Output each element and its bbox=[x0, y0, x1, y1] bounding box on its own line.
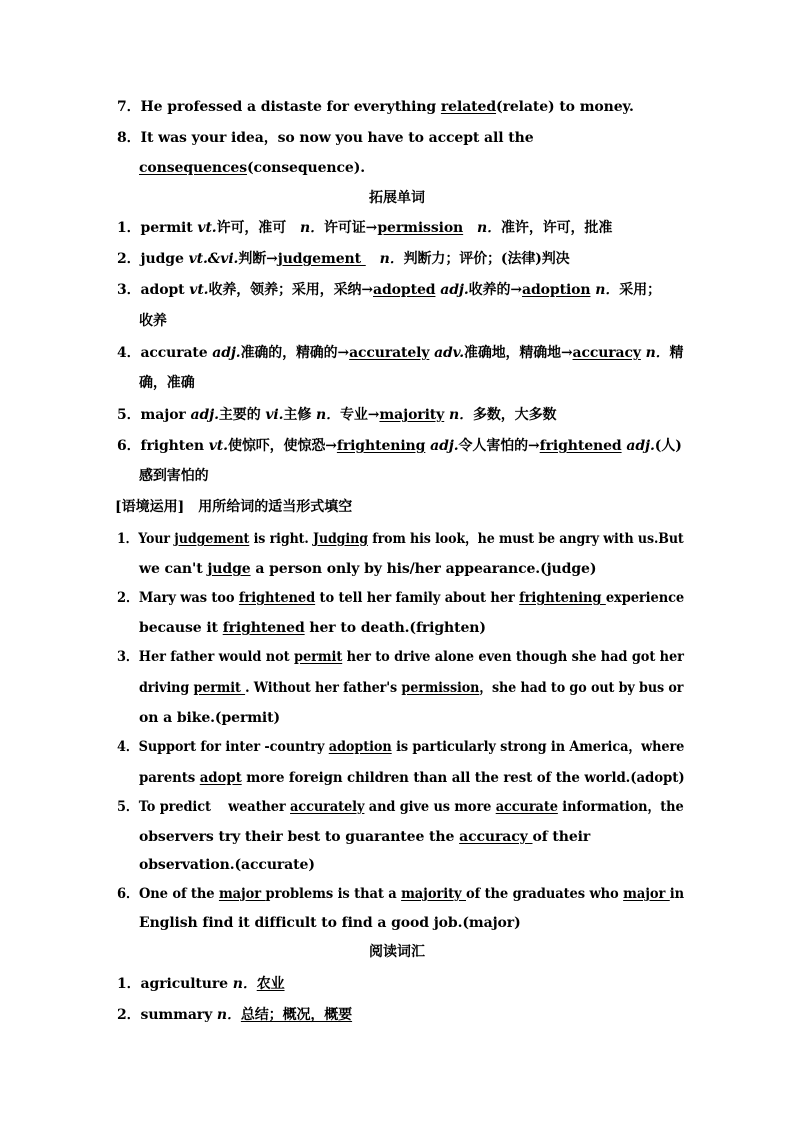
pos: adj. bbox=[430, 438, 459, 454]
answer: adoption bbox=[328, 739, 392, 755]
meaning: 许可，准可 bbox=[216, 220, 300, 236]
num: 4． bbox=[117, 345, 141, 361]
text: (consequence). bbox=[247, 160, 366, 176]
text: observation.(accurate) bbox=[139, 857, 315, 873]
text: we can't bbox=[139, 561, 208, 577]
num: 2． bbox=[117, 251, 141, 267]
text: from his look，he must be angry with us.But bbox=[367, 531, 684, 547]
text: more foreign children than all the rest of the world.(adopt) bbox=[241, 770, 685, 786]
answer: permission bbox=[377, 220, 464, 236]
context-item-3-cont2 bbox=[139, 708, 280, 728]
space bbox=[463, 220, 477, 236]
meaning: (人) bbox=[654, 438, 682, 454]
text: observers try their best to guarantee the bbox=[139, 829, 460, 845]
answer: adopted bbox=[373, 282, 436, 298]
pos: n． bbox=[645, 345, 670, 361]
pos: adj. bbox=[190, 407, 219, 423]
text: on a bike.(permit) bbox=[139, 710, 281, 726]
text: and give us more bbox=[364, 799, 496, 815]
item-8-cont bbox=[139, 158, 365, 178]
answer: majority bbox=[401, 886, 466, 902]
item-7 bbox=[117, 97, 634, 117]
answer: adoption bbox=[521, 282, 591, 298]
meaning: 准确地，精确地→ bbox=[464, 345, 573, 361]
context-item-5-cont bbox=[139, 827, 590, 847]
answer: accuracy bbox=[459, 829, 533, 845]
answer: adopt bbox=[199, 770, 242, 786]
context-item-2-cont bbox=[139, 618, 486, 638]
pos: n． bbox=[316, 407, 340, 423]
answer: related bbox=[440, 99, 497, 115]
answer: accurately bbox=[349, 345, 430, 361]
meaning: 判断→ bbox=[238, 251, 278, 267]
text: 7．He professed a distaste for everything bbox=[117, 99, 441, 115]
context-item-6 bbox=[117, 884, 684, 904]
num: 1． bbox=[117, 220, 141, 236]
meaning: 采用； bbox=[619, 282, 661, 298]
item-8 bbox=[117, 128, 534, 148]
expand-item-3-cont: 收养 bbox=[139, 313, 167, 329]
text: 3．Her father would not bbox=[117, 649, 294, 665]
expand-item-2 bbox=[117, 249, 570, 269]
answer: frightened bbox=[222, 620, 305, 636]
text: 1．Your bbox=[117, 531, 175, 547]
context-item-4-cont bbox=[139, 768, 685, 788]
context-usage-title: [语境运用] 用所给词的适当形式填空 bbox=[115, 499, 353, 515]
text: of their bbox=[532, 829, 591, 845]
text: is right. bbox=[249, 531, 313, 547]
answer: permission bbox=[401, 680, 480, 696]
answer: frightening bbox=[519, 590, 606, 606]
expand-item-6 bbox=[117, 436, 682, 456]
text: problems is that a bbox=[265, 886, 402, 902]
text: English find it difficult to find a good job.(major) bbox=[139, 915, 521, 931]
num: 5． bbox=[117, 407, 141, 423]
text: her to death.(frighten) bbox=[304, 620, 486, 636]
expand-item-6-cont: 感到害怕的 bbox=[139, 468, 209, 484]
answer: consequences bbox=[139, 160, 247, 176]
expand-item-1 bbox=[117, 218, 612, 238]
answer: accurately bbox=[290, 799, 365, 815]
pos: vt. bbox=[197, 220, 217, 236]
heading-expand-words: 拓展单词 bbox=[369, 190, 425, 206]
pos: n． bbox=[595, 282, 620, 298]
context-item-5-cont2 bbox=[139, 855, 315, 875]
text: her to drive alone even though she had got her bbox=[342, 649, 684, 665]
context-item-6-cont bbox=[139, 913, 521, 933]
text: 2．Mary was too bbox=[117, 590, 239, 606]
answer: major bbox=[623, 886, 670, 902]
text: driving bbox=[139, 680, 194, 696]
word: frighten bbox=[140, 438, 209, 454]
context-item-1 bbox=[117, 529, 684, 549]
answer: accurate bbox=[495, 799, 558, 815]
num: 3． bbox=[117, 282, 141, 298]
pos: vt. bbox=[208, 438, 228, 454]
answer: judgement bbox=[174, 531, 250, 547]
text: to tell her family about her bbox=[315, 590, 520, 606]
meaning: 许可证→ bbox=[323, 220, 378, 236]
text: because it bbox=[139, 620, 223, 636]
text: . Without her father's bbox=[245, 680, 402, 696]
context-item-5 bbox=[117, 797, 684, 817]
meaning: 收养的→ bbox=[468, 282, 522, 298]
text: 4．Support for inter -country bbox=[117, 739, 329, 755]
heading-reading-vocab: 阅读词汇 bbox=[369, 944, 425, 960]
answer: permit bbox=[293, 649, 343, 665]
meaning: 精 bbox=[669, 345, 684, 361]
text: 6．One of the bbox=[117, 886, 219, 902]
text: ，she had to go out by bus or bbox=[479, 680, 684, 696]
answer: permit bbox=[193, 680, 246, 696]
pos: n． bbox=[477, 220, 502, 236]
answer: judgement bbox=[277, 251, 366, 267]
expand-item-3 bbox=[117, 280, 661, 300]
num: 6． bbox=[117, 438, 141, 454]
pos: n． bbox=[449, 407, 473, 423]
meaning: 准许，许可，批准 bbox=[501, 220, 613, 236]
meaning: 判断力；评价；(法律)判决 bbox=[403, 251, 570, 267]
read-item-2 bbox=[117, 1005, 352, 1025]
expand-item-4 bbox=[117, 343, 683, 363]
pos: adj. bbox=[626, 438, 655, 454]
word: adopt bbox=[140, 282, 190, 298]
meaning: 专业→ bbox=[339, 407, 380, 423]
answer: accuracy bbox=[572, 345, 641, 361]
meaning: 使惊吓，使惊恐→ bbox=[227, 438, 337, 454]
pos: n． bbox=[216, 1007, 241, 1023]
pos: vi. bbox=[265, 407, 284, 423]
expand-item-5 bbox=[117, 405, 556, 425]
answer: Judging bbox=[312, 531, 368, 547]
pos: adv. bbox=[434, 345, 465, 361]
context-item-1-cont bbox=[139, 559, 596, 579]
word: major bbox=[140, 407, 191, 423]
word: 2．summary bbox=[117, 1007, 217, 1023]
text: (relate) to money. bbox=[496, 99, 634, 115]
meaning: 收养，领养；采用，采纳→ bbox=[208, 282, 373, 298]
text: 8．It was your idea，so now you have to accept all the bbox=[117, 130, 534, 146]
text: information，the bbox=[557, 799, 684, 815]
meaning: 主修 bbox=[283, 407, 316, 423]
answer: frightening bbox=[336, 438, 426, 454]
pos: vt. bbox=[189, 282, 209, 298]
text: of the graduates who bbox=[465, 886, 624, 902]
meaning: 多数，大多数 bbox=[472, 407, 557, 423]
read-item-1 bbox=[117, 974, 285, 994]
text: in bbox=[669, 886, 685, 902]
space bbox=[366, 251, 380, 267]
context-item-2 bbox=[117, 588, 684, 608]
answer: majority bbox=[379, 407, 445, 423]
answer: frightened bbox=[539, 438, 622, 454]
answer: major bbox=[218, 886, 266, 902]
pos: n． bbox=[300, 220, 324, 236]
word: judge bbox=[140, 251, 189, 267]
pos: n． bbox=[379, 251, 404, 267]
answer: frightened bbox=[238, 590, 316, 606]
meaning: 准确的，精确的→ bbox=[240, 345, 350, 361]
pos: vt.&vi. bbox=[188, 251, 239, 267]
word: permit bbox=[140, 220, 198, 236]
word: accurate bbox=[140, 345, 213, 361]
pos: adj. bbox=[212, 345, 241, 361]
context-item-3-cont bbox=[139, 678, 683, 698]
text: is particularly strong in America，where bbox=[391, 739, 685, 755]
expand-item-4-cont: 确，准确 bbox=[139, 375, 195, 391]
text: experience bbox=[605, 590, 685, 606]
meaning: 令人害怕的→ bbox=[458, 438, 540, 454]
word: 1．agriculture bbox=[117, 976, 233, 992]
answer: judge bbox=[207, 561, 251, 577]
context-item-3 bbox=[117, 647, 684, 667]
context-item-4 bbox=[117, 737, 684, 757]
text: a person only by his/her appearance.(judge) bbox=[250, 561, 597, 577]
answer: 总结；概况，概要 bbox=[240, 1007, 353, 1023]
meaning: 主要的 bbox=[218, 407, 266, 423]
pos: n． bbox=[232, 976, 257, 992]
pos: adj. bbox=[440, 282, 469, 298]
answer: 农业 bbox=[256, 976, 285, 992]
text: 5．To predict weather bbox=[117, 799, 291, 815]
text: parents bbox=[139, 770, 200, 786]
